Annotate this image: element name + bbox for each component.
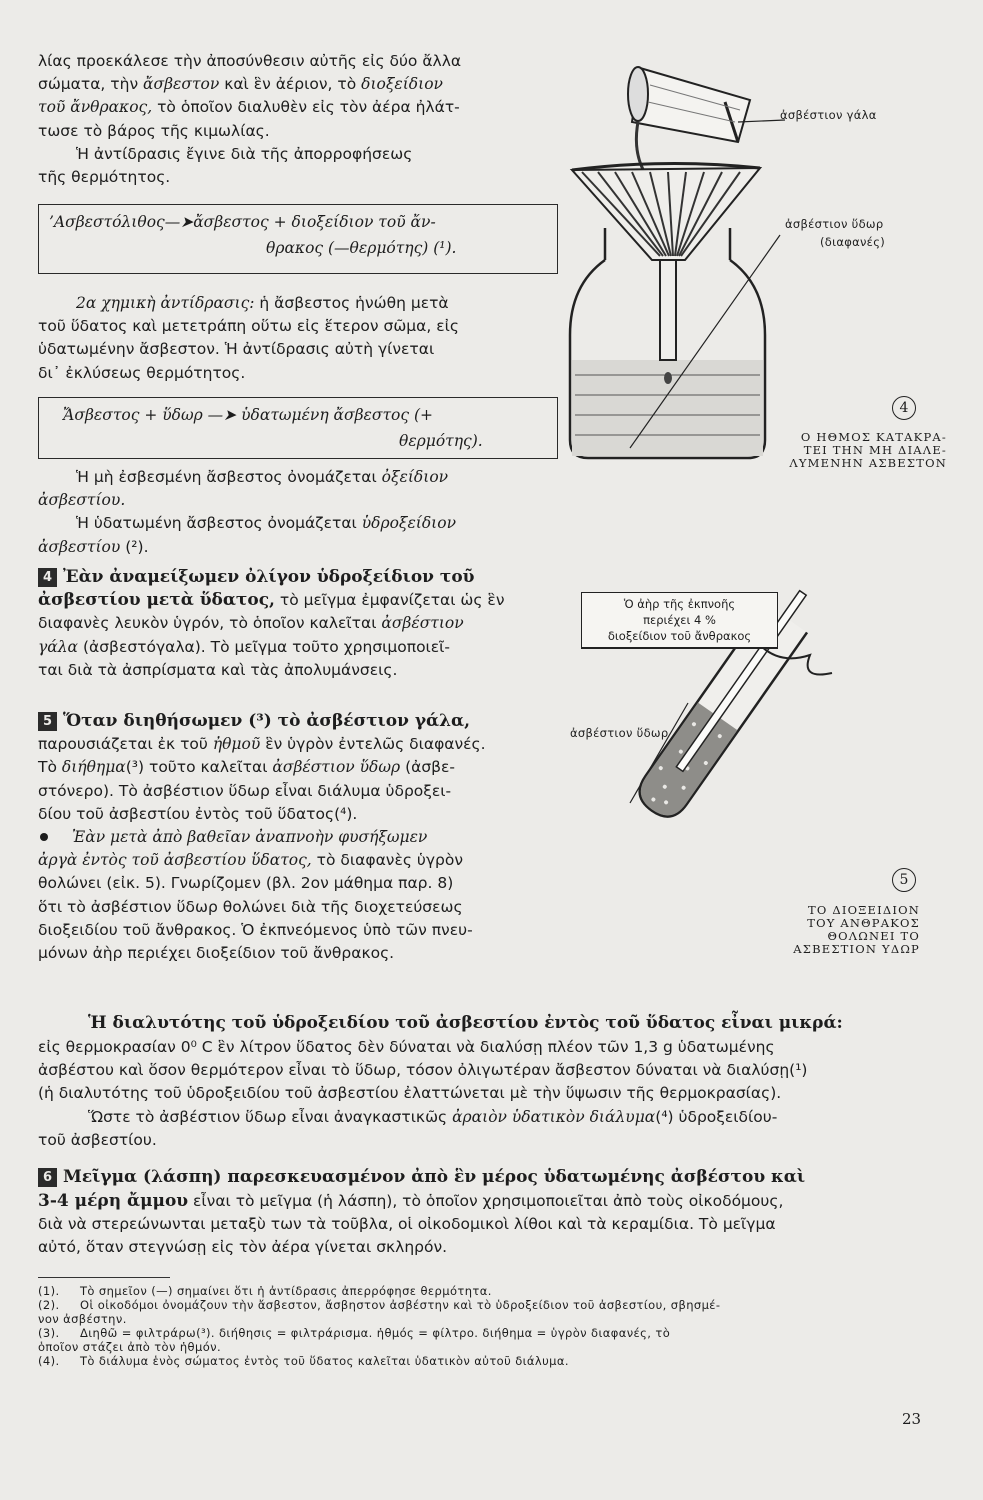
section-6 <box>38 1164 948 1260</box>
solubility-section <box>38 1010 948 1152</box>
footnotes <box>38 1284 938 1368</box>
text-line: στόνερο). Τὸ ἀσβέστιον ὕδωρ εἶναι διάλυμα ὑδροξει- <box>38 781 452 800</box>
section-number-badge: 5 <box>38 712 57 731</box>
caption-line: ΤΟΥ ΑΝΘΡΑΚΟΣ <box>807 916 920 930</box>
text-line: Τὸ διήθημα(³) τοῦτο καλεῖται ἀσβέστιον ὕδωρ (ἀσβε- <box>38 758 456 777</box>
text-line: διοξειδίου τοῦ ἄνθρακος. Ὁ ἐκπνεόμενος ὑπὸ τῶν πνευ- <box>38 920 473 939</box>
text-line: 4 Ἐὰν ἀναμείξωμεν ὀλίγον ὑδροξείδιον τοῦ <box>38 566 568 589</box>
text-line: ἀσβεστίου μετὰ ὕδατος, τὸ μεῖγμα ἐμφανίζεται ὡς ἓν <box>38 590 505 611</box>
equation-line: Ἄσβεστος + ὕδωρ —➤ ὑδατωμένη ἄσβεστος (+ <box>63 406 434 424</box>
text-line: διὰ νὰ στερεώνωνται μεταξὺ των τὰ τοῦβλα, οἱ οἰκοδομικοὶ λίθοι καὶ τὰ κεραμίδια. Τὸ μεῖγμα <box>38 1215 776 1234</box>
text-line: Ὥστε τὸ ἀσβέστιον ὕδωρ εἶναι ἀναγκαστικῶς ἀραιὸν ὑδατικὸν διάλυμα(⁴) ὑδροξειδίου- <box>88 1107 778 1126</box>
equation-box-2 <box>38 397 558 459</box>
bullet-icon <box>40 833 48 841</box>
figure-4-caption <box>742 431 947 470</box>
figure-4-number: 4 <box>892 396 916 420</box>
names-text <box>38 466 558 559</box>
text-line: Ἡ ὑδατωμένη ἄσβεστος ὀνομάζεται ὑδροξείδιον <box>76 514 457 533</box>
text-line: εἰς θερμοκρασίαν 0⁰ C ἓν λίτρον ὕδατος δὲν δύναται νὰ διαλύσῃ πλέον τῶν 1,3 g ὑδατωμένης <box>38 1038 775 1056</box>
text-line: Ἡ ἀντίδρασις ἔγινε διὰ τῆς ἀπορροφήσεως <box>76 144 413 163</box>
text-line: αὐτό, ὅταν στεγνώσῃ εἰς τὸν ἀέρα γίνεται σκληρόν. <box>38 1238 448 1257</box>
footnote: (4). Τὸ διάλυμα ἑνὸς σώματος ἐντὸς τοῦ ὕδατος καλεῖται ὑδατικὸν αὐτοῦ διάλυμα. <box>38 1354 569 1368</box>
text-line: 2α χημικὴ ἀντίδρασις: ἡ ἄσβεστος ἡνώθη μετὰ <box>76 294 449 312</box>
funnel <box>572 168 760 260</box>
section-4 <box>38 566 568 682</box>
text-line: (ἡ διαλυτότης τοῦ ὑδροξειδίου τοῦ ἀσβεστίου ἐλαττώνεται μὲ τὴν ὕψωσιν τῆς θερμοκρασίας). <box>38 1084 782 1103</box>
text-line: διαφανὲς λευκὸν ὑγρόν, τὸ ὁποῖον καλεῖται ἀσβέστιον <box>38 614 464 633</box>
fig5-label-lime-water: ἀσβέστιον ὕδωρ <box>570 726 669 740</box>
text-line: ὑδατωμένην ἄσβεστον. Ἡ ἀντίδρασις αὐτὴ γίνεται <box>38 340 435 359</box>
text-line: τοῦ ἄνθρακος, τὸ ὁποῖον διαλυθὲν εἰς τὸν ἀέρα ἠλάτ- <box>38 98 460 117</box>
text-line: μόνων ἀὴρ περιέχει διοξείδιον τοῦ ἄνθρακος. <box>38 944 395 963</box>
equation-line: θερμότης). <box>399 432 483 450</box>
caption-line: ΑΣΒΕΣΤΙΟΝ ΥΔΩΡ <box>793 942 920 956</box>
solubility-heading: Ἡ διαλυτότης τοῦ ὑδροξειδίου τοῦ ἀσβεστίου ἐντὸς τοῦ ὕδατος εἶναι μικρά: <box>88 1013 843 1033</box>
section-number-badge: 6 <box>38 1168 57 1187</box>
text-line: ἀργὰ ἐντὸς τοῦ ἀσβεστίου ὕδατος, τὸ διαφανὲς ὑγρὸν <box>38 851 463 870</box>
note-line: διοξείδιον τοῦ ἄνθρακος <box>607 629 752 643</box>
text-line: ἀσβεστίου. <box>38 491 126 510</box>
figure-5-caption <box>742 904 920 956</box>
fig4-label-lime-milk: ἀσβέστιον γάλα <box>780 108 877 122</box>
beaker <box>628 67 750 142</box>
note-line: Ὁ ἀὴρ τῆς ἐκπνοῆς <box>623 597 736 611</box>
text-line: θολώνει (εἰκ. 5). Γνωρίζομεν (βλ. 2ον μάθημα παρ. 8) <box>38 874 454 893</box>
page-number: 23 <box>902 1410 922 1428</box>
second-reaction-text <box>38 292 558 385</box>
intro-text <box>38 50 558 189</box>
figure-5-number: 5 <box>892 868 916 892</box>
text-line: σώματα, τὴν ἄσβεστον καὶ ἓν ἀέριον, τὸ διοξείδιον <box>38 75 443 94</box>
text-line: ἀσβέστου καὶ ὅσον θερμότερον εἶναι τὸ ὕδωρ, τόσον ὀλιγωτέραν ἄσβεστον δύναται νὰ διαλύσῃ(¹) <box>38 1061 808 1080</box>
footnote-divider <box>38 1277 170 1278</box>
caption-line: ΤΕΙ ΤΗΝ ΜΗ ΔΙΑΛΕ- <box>803 443 947 457</box>
text-line: 5 Ὅταν διηθήσωμεν (³) τὸ ἀσβέστιον γάλα, <box>38 710 568 733</box>
section-5 <box>38 710 568 965</box>
footnote: (3). Διηθῶ = φιλτράρω(³). διήθησις = φιλτράρισμα. ἠθμός = φίλτρο. διήθημα = ὑγρὸν διαφανές, τὸ <box>38 1326 671 1340</box>
text-line: τοῦ ὕδατος καὶ μετετράπη οὕτω εἰς ἕτερον σῶμα, εἰς <box>38 317 459 336</box>
text-line: γάλα (ἀσβεστόγαλα). Τὸ μεῖγμα τοῦτο χρησιμοποιεῖ- <box>38 637 451 656</box>
figure-5-note-box <box>581 592 778 649</box>
text-line: λίας προεκάλεσε τὴν ἀποσύνθεσιν αὐτῆς εἰς δύο ἄλλα <box>38 52 462 70</box>
text-line: τῆς θερμότητος. <box>38 168 171 187</box>
caption-line: ΘΟΛΩΝΕΙ ΤΟ <box>827 929 920 943</box>
fig4-label-lime-water: ἀσβέστιον ὕδωρ <box>785 217 884 231</box>
text-line: 6 Μεῖγμα (λάσπη) παρεσκευασμένον ἀπὸ ἓν μέρος ὑδατωμένης ἀσβέστου καὶ <box>38 1164 948 1190</box>
note-line: περιέχει 4 % <box>643 613 716 627</box>
text-line: δίου τοῦ ἀσβεστίου ἐντὸς τοῦ ὕδατος(⁴). <box>38 804 358 823</box>
equation-line: ’Ασβεστόλιθος—➤ἄσβεστος + διοξείδιον τοῦ ἄν- <box>49 213 436 231</box>
equation-line: θρακος (—θερμότης) (¹). <box>266 239 457 257</box>
footnote: (2). Οἱ οἰκοδόμοι ὀνομάζουν τὴν ἄσβεστον, ἄσβηστον ἀσβέστην καὶ τὸ ὑδροξείδιον τοῦ ἀσβεστίου, σβησμέ- <box>38 1298 721 1312</box>
caption-line: ΛΥΜΕΝΗΝ ΑΣΒΕΣΤΟΝ <box>789 456 947 470</box>
text-line: παρουσιάζεται ἐκ τοῦ ἠθμοῦ ἓν ὑγρὸν ἐντελῶς διαφανές. <box>38 735 486 754</box>
text-line: ἀσβεστίου (²). <box>38 537 149 556</box>
footnote-continuation: νον ἀσβέστην. <box>38 1312 127 1326</box>
caption-line: Ο ΗΘΜΟΣ ΚΑΤΑΚΡΑ- <box>800 430 947 444</box>
text-line: τοῦ ἀσβεστίου. <box>38 1130 157 1149</box>
text-line: ὅτι τὸ ἀσβέστιον ὕδωρ θολώνει διὰ τῆς διοχετεύσεως <box>38 897 463 916</box>
text-line: τωσε τὸ βάρος τῆς κιμωλίας. <box>38 121 270 140</box>
section-number-badge: 4 <box>38 568 57 587</box>
footnote-continuation: ὁποῖον στάζει ἀπὸ τὸν ἠθμόν. <box>38 1340 222 1354</box>
text-line: ται διὰ τὰ ἀσπρίσματα καὶ τὰς ἀπολυμάνσεις. <box>38 660 398 679</box>
text-line: 3-4 μέρη ἄμμου εἶναι τὸ μεῖγμα (ἡ λάσπη), τὸ ὁποῖον χρησιμοποιεῖται ἀπὸ τοὺς οἰκοδόμους, <box>38 1191 784 1211</box>
equation-box-1 <box>38 204 558 274</box>
text-line: Ἐὰν μετὰ ἀπὸ βαθεῖαν ἀναπνοὴν φυσήξωμεν <box>38 826 568 849</box>
fig4-label-transparent: (διαφανές) <box>820 235 886 249</box>
text-line: Ἡ μὴ ἐσβεσμένη ἄσβεστος ὀνομάζεται ὀξείδιον <box>76 468 449 486</box>
caption-line: ΤΟ ΔΙΟΞΕΙΔΙΟΝ <box>808 903 920 917</box>
text-line: δι᾽ ἐκλύσεως θερμότητος. <box>38 363 246 382</box>
footnote: (1). Τὸ σημεῖον (—) σημαίνει ὅτι ἡ ἀντίδρασις ἀπερρόφησε θερμότητα. <box>38 1284 492 1298</box>
